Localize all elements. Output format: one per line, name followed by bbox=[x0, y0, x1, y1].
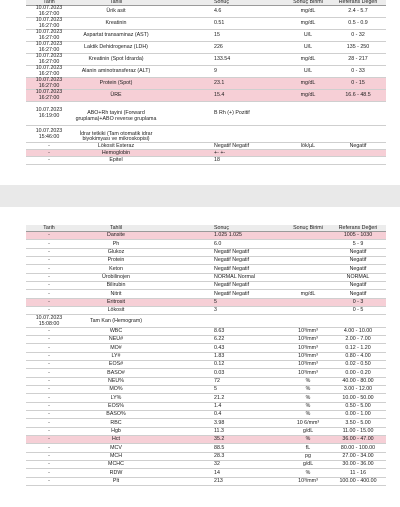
cell-unit: mg/dL bbox=[300, 8, 316, 15]
cell-date: - bbox=[48, 444, 50, 451]
cell-unit: 10³/mm³ bbox=[298, 327, 318, 334]
cell-test: Ph bbox=[112, 240, 120, 247]
table-row bbox=[26, 353, 386, 361]
cell-result: 6.22 bbox=[214, 336, 225, 343]
table-row bbox=[26, 90, 386, 102]
header-test: Tahlil bbox=[109, 0, 123, 5]
cell-result: 213 bbox=[214, 478, 223, 485]
cell-test: Epitel bbox=[109, 157, 123, 164]
cell-test: Ürobilinojen bbox=[102, 274, 130, 281]
cell-date: - bbox=[48, 257, 50, 264]
cell-ref: 30.00 - 36.00 bbox=[342, 461, 374, 468]
cell-ref: 0.12 - 1.20 bbox=[345, 344, 371, 351]
cell-date: 10.07.2023 16:27:00 bbox=[35, 5, 63, 17]
table-row bbox=[26, 150, 386, 157]
cell-test: Kreatinin bbox=[105, 20, 127, 27]
cell-unit: 10 6/mm³ bbox=[296, 419, 320, 426]
cell-date: - bbox=[48, 149, 50, 156]
results-sheet-2 bbox=[0, 207, 400, 507]
cell-date: - bbox=[48, 394, 50, 401]
cell-date: - bbox=[48, 411, 50, 418]
cell-ref: Negatif bbox=[349, 257, 367, 264]
cell-unit: % bbox=[305, 386, 311, 393]
table-row bbox=[26, 290, 386, 298]
cell-test: Eritrosit bbox=[107, 299, 125, 306]
cell-result: 0.03 bbox=[214, 369, 225, 376]
cell-unit: g/dL bbox=[302, 461, 314, 468]
cell-test: Kreatinin (Spot İdrarda) bbox=[88, 56, 144, 63]
cell-ref: 2.00 - 7.00 bbox=[345, 336, 371, 343]
table-row bbox=[26, 240, 386, 248]
cell-unit: pg bbox=[305, 453, 311, 460]
table-row bbox=[26, 66, 386, 78]
cell-ref: 135 - 250 bbox=[346, 44, 370, 51]
cell-date: 10.07.2023 16:19:00 bbox=[35, 107, 63, 119]
cell-result: Negatif Negatif bbox=[214, 290, 250, 297]
table-row bbox=[26, 54, 386, 66]
cell-unit: mg/dL bbox=[300, 20, 316, 27]
cell-ref: 3.50 - 5.00 bbox=[345, 419, 371, 426]
cell-ref: 10.00 - 50.00 bbox=[342, 394, 374, 401]
cell-result: Negatif Negatif bbox=[214, 142, 250, 149]
cell-result: 4.6 bbox=[214, 8, 222, 15]
cell-unit: 10³/mm³ bbox=[298, 369, 318, 376]
cell-test: MCH bbox=[109, 453, 123, 460]
cell-result: 226 bbox=[214, 44, 223, 51]
cell-date: - bbox=[48, 478, 50, 485]
table-row bbox=[26, 469, 386, 477]
cell-date: - bbox=[48, 428, 50, 434]
cell-result: 23.1 bbox=[214, 80, 225, 87]
cell-test: NEU# bbox=[108, 336, 124, 343]
cell-date: 10.07.2023 15:46:00 bbox=[35, 127, 63, 140]
cell-test: ÜRE bbox=[110, 92, 122, 99]
cell-ref: 0 - 32 bbox=[351, 32, 365, 39]
cell-result: Negatif Negatif bbox=[214, 265, 250, 272]
cell-date: - bbox=[48, 232, 50, 239]
cell-test: NEU% bbox=[108, 377, 124, 384]
table-row bbox=[26, 249, 386, 257]
cell-unit: 10³/mm³ bbox=[298, 478, 318, 485]
cell-ref: Negatif bbox=[349, 282, 367, 289]
cell-date: 10.07.2023 16:27:00 bbox=[35, 77, 63, 89]
cell-date: - bbox=[48, 142, 50, 149]
cell-date: - bbox=[48, 336, 50, 343]
cell-result: 21.2 bbox=[214, 394, 225, 401]
cell-unit: 10³/mm³ bbox=[298, 336, 318, 343]
table-row bbox=[26, 126, 386, 143]
cell-date: - bbox=[48, 469, 50, 476]
cell-date: - bbox=[48, 157, 50, 164]
cell-test: MO# bbox=[110, 344, 122, 351]
cell-test: Aspartat transaminaz (AST) bbox=[83, 32, 149, 39]
cell-unit: U/L bbox=[303, 44, 313, 51]
table-row bbox=[26, 157, 386, 165]
header-unit: Sonuç Birimi bbox=[293, 225, 323, 231]
cell-test: WBC bbox=[109, 327, 123, 334]
cell-ref: 28 - 217 bbox=[348, 56, 368, 63]
cell-test: Protein bbox=[107, 257, 125, 264]
cell-test: MCHC bbox=[108, 461, 124, 468]
cell-ref: 0 - 3 bbox=[352, 299, 364, 306]
cell-result: 0.12 bbox=[214, 361, 225, 368]
cell-result: NORMAL Normal bbox=[214, 274, 256, 281]
cell-ref: 0 - 15 bbox=[351, 80, 365, 87]
cell-result: 11.3 bbox=[214, 428, 224, 434]
cell-test: Lökosit bbox=[107, 307, 125, 314]
cell-date: - bbox=[48, 361, 50, 368]
cell-ref: 0 - 5 bbox=[352, 307, 364, 314]
cell-ref: 11 - 16 bbox=[349, 469, 367, 476]
cell-ref: 100.00 - 400.00 bbox=[339, 478, 377, 485]
cell-test: Lökosit Esteraz bbox=[97, 142, 135, 149]
table-row bbox=[26, 78, 386, 90]
cell-unit: g/dL bbox=[302, 428, 314, 434]
cell-test: Protein (Spot) bbox=[99, 80, 133, 87]
table-row bbox=[26, 411, 386, 419]
cell-result: 1.025 1.025 bbox=[214, 232, 242, 239]
cell-test: Alanin aminotransferaz (ALT) bbox=[81, 68, 151, 75]
cell-result: Negatif Negatif bbox=[214, 257, 250, 264]
cell-result: 9 bbox=[214, 68, 217, 75]
cell-test: İdrar tetkiki (Tam otomatik idrar biyokimyası ve mikroskopisi) bbox=[79, 130, 153, 143]
cell-unit: % bbox=[305, 377, 311, 384]
cell-test: MCV bbox=[110, 444, 122, 451]
cell-test: ABO+Rh tayini (Forward gruplama)+ABO reverse gruplama bbox=[75, 110, 157, 122]
cell-result: 28.3 bbox=[214, 453, 225, 460]
cell-test: Nitrit bbox=[110, 290, 122, 297]
cell-test: Hct bbox=[112, 436, 120, 443]
cell-ref: 2.4 - 5.7 bbox=[348, 8, 368, 15]
results-sheet-1 bbox=[0, 0, 400, 185]
header-ref: Referans Değeri bbox=[338, 0, 378, 5]
cell-date: - bbox=[48, 299, 50, 306]
cell-date: 10.07.2023 16:27:00 bbox=[35, 53, 63, 65]
cell-test: EOS# bbox=[108, 361, 124, 368]
cell-test: RBC bbox=[110, 419, 122, 426]
cell-ref: 1005 - 1030 bbox=[343, 232, 373, 239]
cell-unit: lök/µL bbox=[300, 142, 316, 149]
cell-result: 0.51 bbox=[214, 20, 225, 27]
cell-result: 15 bbox=[214, 32, 220, 39]
cell-result: 0.4 bbox=[214, 411, 222, 418]
table-row bbox=[26, 419, 386, 427]
cell-unit: mg/dL bbox=[300, 92, 316, 99]
cell-date: - bbox=[48, 327, 50, 334]
cell-result: 3.98 bbox=[214, 419, 225, 426]
header-date: Tarih bbox=[43, 225, 55, 231]
cell-test: BASO# bbox=[107, 369, 125, 376]
cell-ref: 80.00 - 100.00 bbox=[340, 444, 376, 451]
cell-test: BASO% bbox=[106, 411, 126, 418]
cell-date: - bbox=[48, 290, 50, 297]
cell-ref: Negatif bbox=[349, 249, 367, 255]
cell-ref: 27.00 - 34.00 bbox=[342, 453, 374, 460]
header-date: Tarih bbox=[43, 0, 55, 5]
table-row bbox=[26, 461, 386, 469]
cell-ref: 0.00 - 0.20 bbox=[345, 369, 371, 376]
cell-ref: 0 - 33 bbox=[351, 68, 365, 75]
cell-ref: 0.00 - 1.00 bbox=[345, 411, 371, 418]
table-row bbox=[26, 232, 386, 240]
cell-unit: % bbox=[305, 411, 311, 418]
cell-test: Bilirubin bbox=[106, 282, 126, 289]
header-result: Sonuç bbox=[214, 0, 230, 5]
table-row bbox=[26, 403, 386, 411]
cell-ref: Negatif bbox=[349, 142, 367, 149]
table-row bbox=[26, 30, 386, 42]
table-header bbox=[26, 225, 386, 232]
cell-result: 1.83 bbox=[214, 352, 225, 359]
cell-unit: fL bbox=[305, 444, 311, 451]
cell-result: B Rh (+) Pozitif bbox=[214, 110, 250, 117]
cell-result: Negatif Negatif bbox=[214, 282, 250, 289]
cell-result: 35.2 bbox=[214, 436, 225, 443]
cell-result: 72 bbox=[214, 377, 220, 384]
table-row bbox=[26, 102, 386, 126]
cell-date: - bbox=[48, 282, 50, 289]
cell-ref: 0.5 - 0.9 bbox=[348, 20, 368, 27]
cell-date: - bbox=[48, 344, 50, 351]
cell-result: +- +- bbox=[214, 149, 226, 156]
cell-result: 0.43 bbox=[214, 344, 225, 351]
cell-unit: 10³/mm³ bbox=[298, 352, 318, 359]
cell-date: - bbox=[48, 352, 50, 359]
cell-date: - bbox=[48, 386, 50, 393]
cell-unit: % bbox=[305, 394, 311, 401]
cell-result: 18 bbox=[214, 157, 220, 164]
cell-test: Hgb bbox=[111, 428, 121, 434]
table-row bbox=[26, 428, 386, 436]
header-unit: Sonuç Birimi bbox=[293, 0, 323, 5]
cell-result: 3 bbox=[214, 307, 217, 314]
table-row bbox=[26, 453, 386, 461]
cell-ref: 3.00 - 12.00 bbox=[343, 386, 373, 393]
cell-result: 1.4 bbox=[214, 402, 222, 409]
cell-unit: U/L bbox=[303, 68, 313, 75]
cell-date: 10.07.2023 15:08:00 bbox=[35, 314, 63, 327]
cell-unit: % bbox=[305, 436, 311, 443]
header-result: Sonuç bbox=[214, 225, 230, 231]
cell-test: Laktik Dehidrogenaz (LDH) bbox=[84, 44, 148, 51]
cell-result: 6.0 bbox=[214, 240, 222, 247]
cell-date: - bbox=[48, 377, 50, 384]
cell-test: Ürik asit bbox=[106, 8, 126, 15]
cell-unit: mg/dL bbox=[300, 56, 316, 63]
cell-date: 10.07.2023 16:27:00 bbox=[35, 17, 63, 29]
cell-date: - bbox=[48, 240, 50, 247]
cell-date: - bbox=[48, 419, 50, 426]
cell-test: MO% bbox=[109, 386, 123, 393]
table-row bbox=[26, 369, 386, 377]
table-row bbox=[26, 282, 386, 290]
table-row bbox=[26, 6, 386, 18]
cell-date: - bbox=[48, 265, 50, 272]
cell-test: EOS% bbox=[108, 402, 124, 409]
cell-ref: NORMAL bbox=[346, 274, 370, 281]
cell-unit: 10³/mm³ bbox=[298, 361, 318, 368]
cell-ref: Negatif bbox=[349, 290, 367, 297]
table-row bbox=[26, 336, 386, 344]
cell-test: RDW bbox=[109, 469, 123, 476]
cell-unit: U/L bbox=[303, 32, 313, 39]
cell-date: 10.07.2023 16:27:00 bbox=[35, 41, 63, 53]
cell-date: - bbox=[48, 453, 50, 460]
cell-ref: 0.02 - 0.50 bbox=[345, 361, 371, 368]
cell-result: 133.54 bbox=[214, 56, 231, 63]
cell-test: Tam Kan (Hemogram) bbox=[89, 317, 143, 324]
cell-date: 10.07.2023 16:27:00 bbox=[35, 29, 63, 41]
cell-ref: Negatif bbox=[349, 265, 367, 272]
cell-ref: 0.50 - 5.00 bbox=[345, 402, 371, 409]
cell-result: 15.4 bbox=[214, 92, 225, 99]
table-row bbox=[26, 361, 386, 369]
cell-date: - bbox=[48, 436, 50, 443]
cell-test: LY% bbox=[110, 394, 122, 401]
cell-result: 14 bbox=[214, 469, 220, 476]
table-row bbox=[26, 478, 386, 486]
cell-ref: 4.00 - 10.00 bbox=[343, 327, 373, 334]
table-row bbox=[26, 307, 386, 315]
cell-test: Glukoz bbox=[107, 249, 125, 255]
table-row bbox=[26, 394, 386, 402]
table-row bbox=[26, 436, 386, 444]
table-row bbox=[26, 386, 386, 394]
table-row bbox=[26, 316, 386, 328]
cell-unit: mg/dL bbox=[300, 80, 316, 87]
cell-date: - bbox=[48, 307, 50, 314]
header-test: Tahlil bbox=[109, 225, 123, 231]
cell-result: 88.5 bbox=[214, 444, 225, 451]
table-row bbox=[26, 378, 386, 386]
cell-unit: % bbox=[305, 402, 311, 409]
cell-result: 5 bbox=[214, 299, 217, 306]
cell-date: 10.07.2023 16:27:00 bbox=[35, 89, 63, 101]
cell-ref: 36.00 - 47.00 bbox=[342, 436, 374, 443]
cell-result: 32 bbox=[214, 461, 220, 468]
cell-ref: 40.00 - 80.00 bbox=[342, 377, 374, 384]
cell-ref: 11.00 - 15.00 bbox=[342, 428, 374, 434]
cell-date: - bbox=[48, 249, 50, 255]
cell-unit: mg/dL bbox=[300, 290, 316, 297]
table-row bbox=[26, 328, 386, 336]
table-row bbox=[26, 274, 386, 282]
cell-date: - bbox=[48, 402, 50, 409]
cell-test: Hemoglobin bbox=[101, 149, 131, 156]
cell-date: 10.07.2023 16:27:00 bbox=[35, 65, 63, 77]
table-row bbox=[26, 299, 386, 307]
cell-date: - bbox=[48, 461, 50, 468]
cell-result: 8.63 bbox=[214, 327, 225, 334]
table-row bbox=[26, 143, 386, 150]
table-row bbox=[26, 18, 386, 30]
cell-unit: % bbox=[305, 469, 311, 476]
cell-ref: 0.80 - 4.00 bbox=[345, 352, 371, 359]
cell-date: - bbox=[48, 369, 50, 376]
table-row bbox=[26, 444, 386, 452]
header-ref: Referans Değeri bbox=[338, 225, 378, 231]
cell-ref: 5 - 9 bbox=[352, 240, 364, 247]
cell-ref: 16.6 - 48.5 bbox=[345, 92, 371, 99]
cell-date: - bbox=[48, 274, 50, 281]
cell-unit: 10³/mm³ bbox=[298, 344, 318, 351]
cell-test: Plt bbox=[112, 478, 120, 485]
sheet-gap bbox=[0, 185, 400, 207]
cell-result: 5 bbox=[214, 386, 217, 393]
cell-test: LY# bbox=[111, 352, 121, 359]
cell-test: Keton bbox=[109, 265, 123, 272]
cell-result: Negatif Negatif bbox=[214, 249, 250, 255]
table-row bbox=[26, 42, 386, 54]
table-row bbox=[26, 344, 386, 352]
table-row bbox=[26, 265, 386, 273]
cell-test: Dansite bbox=[107, 232, 125, 239]
table-row bbox=[26, 257, 386, 265]
